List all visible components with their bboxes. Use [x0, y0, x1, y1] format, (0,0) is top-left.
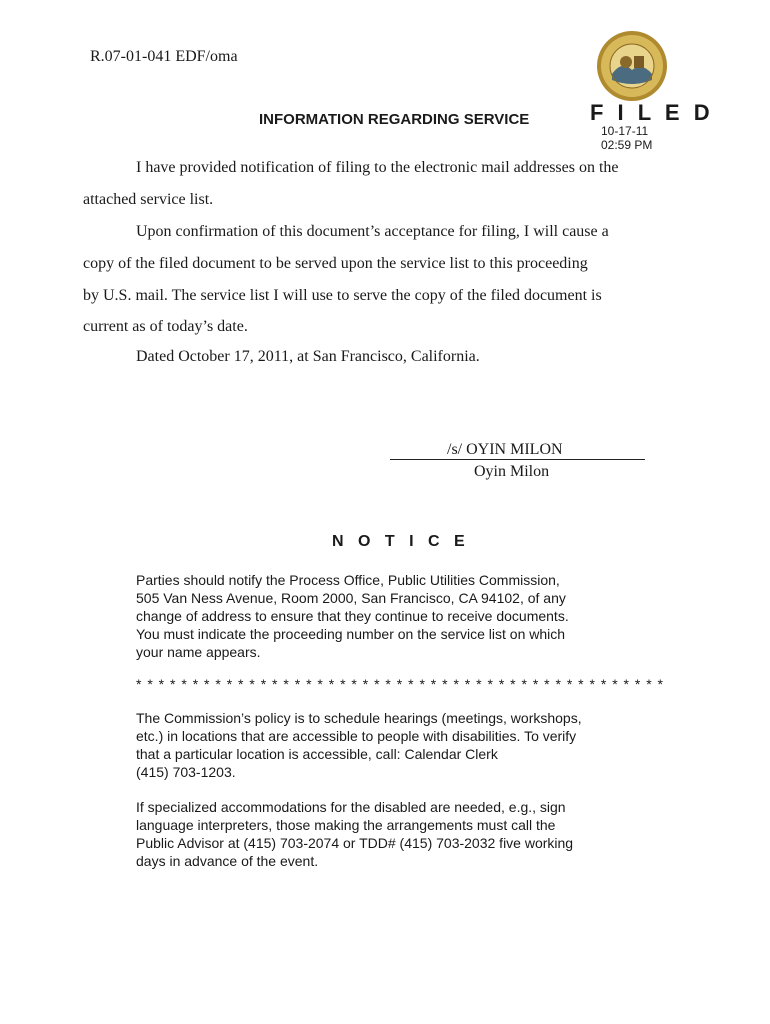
signature-line — [390, 459, 645, 460]
filed-date: 10-17-11 — [601, 124, 649, 138]
notice-accessibility-paragraph — [136, 709, 636, 781]
paragraph-line: copy of the filed document to be served upon the service list to this proceeding — [83, 255, 588, 272]
notice-title: N O T I C E — [332, 533, 470, 550]
paragraph-line: Upon confirmation of this document’s acceptance for filing, I will cause a — [136, 223, 609, 240]
signer-name: Oyin Milon — [474, 463, 550, 480]
paragraph-line: attached service list. — [83, 191, 214, 208]
notice-line: Public Advisor at (415) 703-2074 or TDD# (415) 703-2032 five working — [136, 835, 574, 851]
notice-line: (415) 703-1203. — [136, 764, 236, 780]
filed-stamp: F I L E D — [590, 100, 714, 125]
document-title: INFORMATION REGARDING SERVICE — [259, 111, 530, 128]
notice-address-paragraph — [136, 571, 636, 661]
signature-text: /s/ OYIN MILON — [447, 441, 563, 458]
header-reference: R.07-01-041 EDF/oma — [90, 48, 238, 65]
notice-line: your name appears. — [136, 644, 261, 660]
paragraph-line: I have provided notification of filing to the electronic mail addresses on the — [136, 159, 619, 176]
notice-line: etc.) in locations that are accessible to people with disabilities. To verify — [136, 728, 577, 744]
notice-line: The Commission’s policy is to schedule hearings (meetings, workshops, — [136, 710, 582, 726]
notice-separator: * * * * * * * * * * * * * * * * * * * * * * * * * * * * * * * * * * * * * * * * * * * * * * * — [136, 676, 664, 692]
cpuc-seal-icon — [596, 30, 668, 102]
paragraph-line: by U.S. mail. The service list I will use to serve the copy of the filed document is — [83, 287, 602, 304]
filed-time: 02:59 PM — [601, 138, 653, 152]
paragraph-line: current as of today’s date. — [83, 318, 248, 335]
notice-line: that a particular location is accessible, call: Calendar Clerk — [136, 746, 498, 762]
notice-accommodations-paragraph — [136, 798, 636, 870]
notice-line: 505 Van Ness Avenue, Room 2000, San Francisco, CA 94102, of any — [136, 590, 566, 606]
notice-line: days in advance of the event. — [136, 853, 319, 869]
dated-line: Dated October 17, 2011, at San Francisco, California. — [136, 348, 480, 365]
notice-line: You must indicate the proceeding number on the service list on which — [136, 626, 566, 642]
notice-line: change of address to ensure that they continue to receive documents. — [136, 608, 569, 624]
notice-line: Parties should notify the Process Office, Public Utilities Commission, — [136, 572, 560, 588]
notice-line: language interpreters, those making the arrangements must call the — [136, 817, 556, 833]
notice-line: If specialized accommodations for the disabled are needed, e.g., sign — [136, 799, 566, 815]
